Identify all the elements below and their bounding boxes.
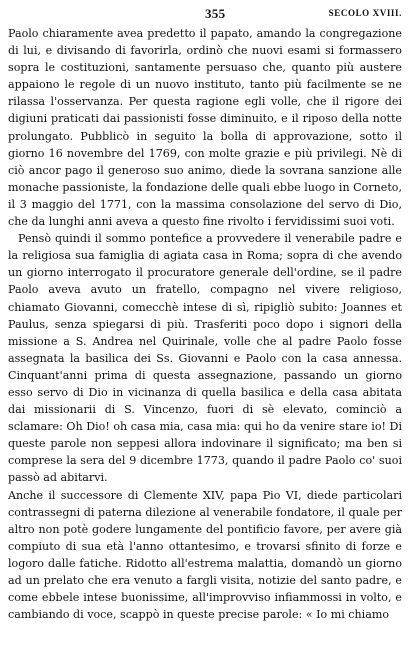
page-header bbox=[8, 6, 402, 23]
page-number: 355 bbox=[205, 6, 226, 21]
running-head: SECOLO XVIII. bbox=[328, 8, 402, 18]
paragraph: Paolo chiaramente avea predetto il papato, amando la congregazione di lui, e divisando di favorirla, ordinò che nuovi esami si formassero sopra le costituzioni, santamente persuaso che, quanto più austere appaiono le regole di un nuovo instituto, tanto più facilmente se ne rilassa l'osservanza. Per questa ragione egli volle, che il rigore dei digiuni praticati dai passionisti fosse diminuito, e il riposo della notte prolungato. Pubblicò in seguito la bolla di approvazione, sotto il giorno 16 novembre del 1769, con molte grazie e più privilegi. Nè di ciò ancor pago il generoso suo animo, diede la sovrana sanzione alle monache passioniste, la fondazione delle quali ebbe luogo in Corneto, il 3 maggio del 1771, con la massima consolazione del servo di Dio, che da lunghi anni aveva a questo fine rivolto i fervidissimi suoi voti. bbox=[8, 27, 402, 229]
body-text bbox=[8, 25, 402, 623]
paragraph: Anche il successore di Clemente XIV, papa Pio VI, diede particolari contrassegni di paterna dilezione al venerabile fondatore, il quale per altro non potè godere lungamente del pontificio favore, per avere già compiuto di sua età l'anno ottantesimo, e trovarsi sfinito di forze e logoro dalle fatiche. Ridotto all'estrema malattia, domandò un giorno ad un prelato che era venuto a fargli visita, notizie del santo padre, e come ebbele intese buonissime, all'improvviso infiammossi in volto, e cambiando di voce, scappò in queste precise parole: « Io mi chiamo bbox=[8, 488, 402, 622]
paragraph: Pensò quindi il sommo pontefice a provvedere il venerabile padre e la religiosa sua famiglia di agiata casa in Roma; sopra di che avendo un giorno interrogato il procuratore generale dell'ordine, se il padre Paolo aveva avuto un fratello, compagno nel vivere religioso, chiamato Giovanni, comecchè intese di sì, ripigliò subito: Joannes et Paulus, senza spiegarsi di più. Trasferiti poco dopo i signori della missione a S. Andrea nel Quirinale, volle che al padre Paolo fosse assegnata la basilica dei Ss. Giovanni e Paolo con la casa annessa. Cinquant'anni prima di questa assegnazione, passando un giorno esso servo di Dio in vicinanza di quella basilica e della casa abitata dai missionarii di S. Vincenzo, fuori di sè elevato, cominciò a sclamare: Oh Dio! oh casa mia, casa mia: qui ho da venire stare io! Di queste parole non seppesi allora indovinare il significato; ma ben si comprese la sera del 9 dicembre 1773, quando il padre Paolo co' suoi passò ad abitarvi. bbox=[8, 232, 402, 485]
